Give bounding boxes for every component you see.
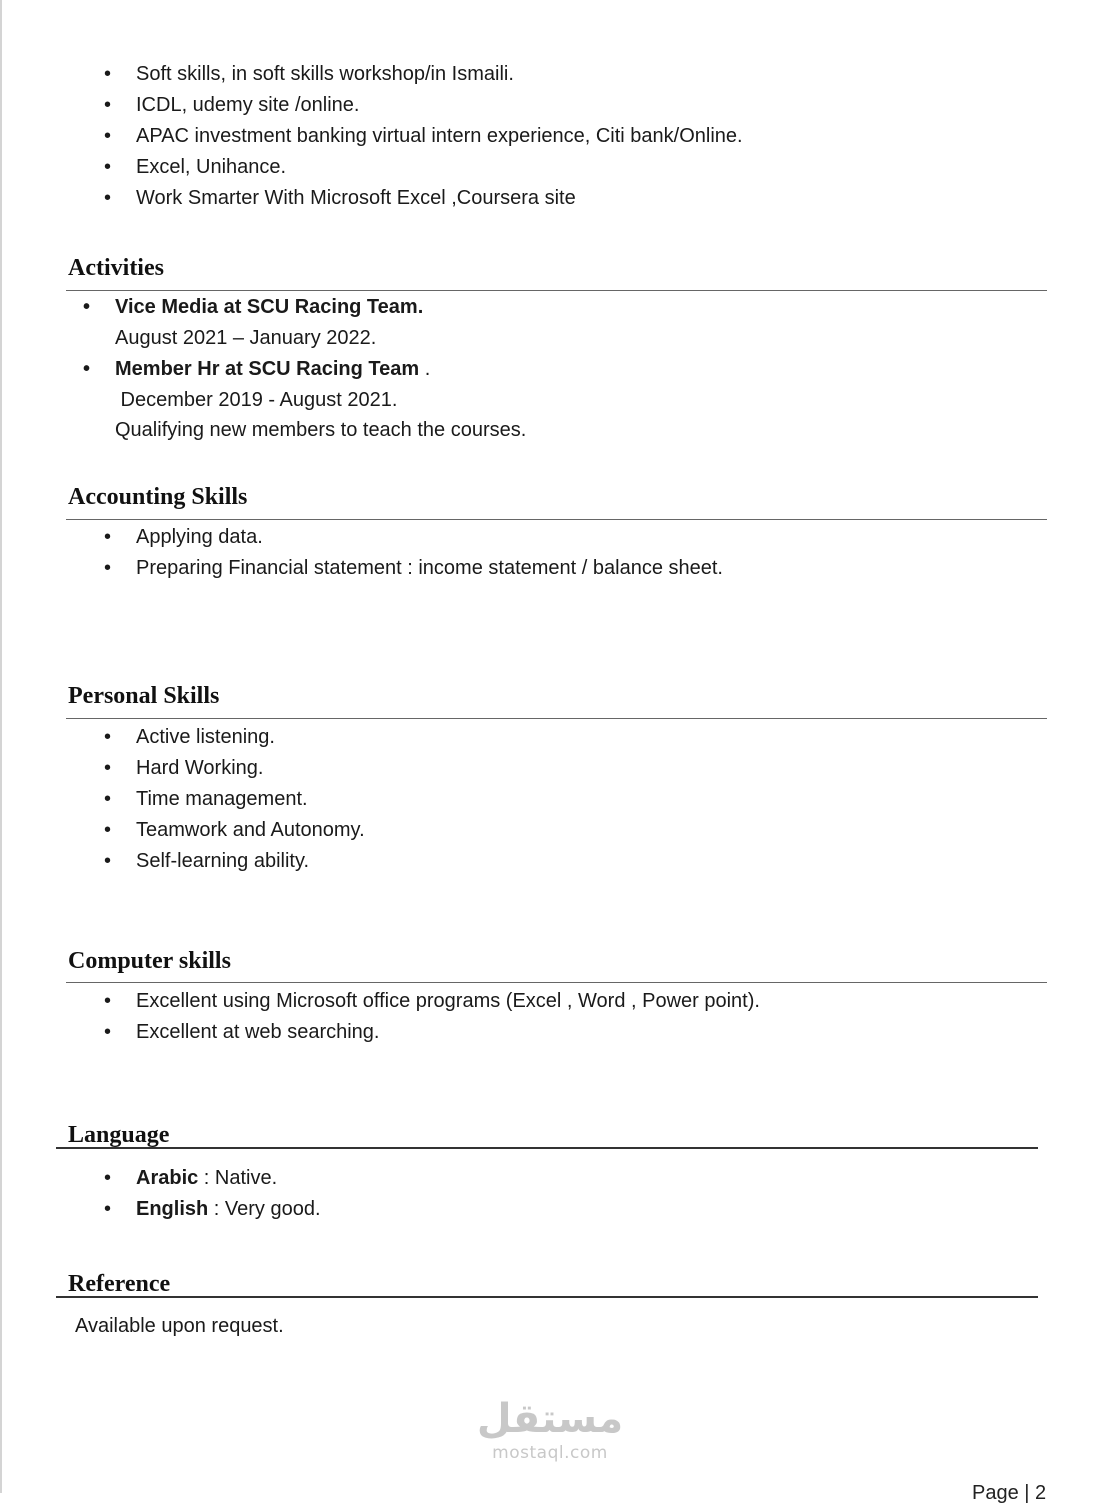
- certifications-list: [136, 59, 743, 214]
- section-heading-computer-skills: Computer skills: [68, 948, 231, 974]
- section-heading-activities: Activities: [68, 255, 164, 281]
- list-item: [136, 1163, 321, 1194]
- language-level: : Very good.: [208, 1198, 321, 1220]
- watermark-arabic: مستقل: [476, 1396, 624, 1442]
- section-divider: [56, 1147, 1038, 1149]
- activity-title-suffix: .: [419, 358, 431, 380]
- list-item: • Applying data.: [136, 522, 723, 553]
- language-list: [136, 1163, 321, 1225]
- list-item: • Teamwork and Autonomy.: [136, 815, 365, 846]
- section-divider: [66, 519, 1047, 520]
- activity-dates: August 2021 – January 2022.: [115, 327, 377, 349]
- list-item: [136, 1194, 321, 1225]
- computer-skills-list: [136, 986, 760, 1048]
- list-item: • Time management.: [136, 784, 365, 815]
- activity-title-text: Member Hr at SCU Racing Team: [115, 358, 420, 380]
- section-heading-language: Language: [68, 1122, 170, 1148]
- section-heading-personal-skills: Personal Skills: [68, 683, 220, 709]
- language-level: : Native.: [198, 1167, 278, 1189]
- personal-skills-list: [136, 722, 365, 877]
- section-divider: [66, 982, 1047, 983]
- activity-description: Qualifying new members to teach the courses.: [115, 419, 527, 441]
- list-item: • Hard Working.: [136, 753, 365, 784]
- list-item: • Preparing Financial statement : income statement / balance sheet.: [136, 553, 723, 584]
- page-left-edge: [0, 0, 2, 1493]
- activity-title: • Vice Media at SCU Racing Team.: [83, 296, 424, 318]
- mostaql-watermark: [470, 1395, 630, 1463]
- language-name: Arabic: [136, 1167, 199, 1189]
- list-item: • Work Smarter With Microsoft Excel ,Coursera site: [136, 183, 743, 214]
- language-name: English: [136, 1198, 209, 1220]
- activity-title: • Member Hr at SCU Racing Team .: [83, 358, 431, 380]
- section-divider: [56, 1296, 1038, 1298]
- page-number: Page | 2: [972, 1482, 1047, 1504]
- list-item: • APAC investment banking virtual intern experience, Citi bank/Online.: [136, 121, 743, 152]
- list-item: • ICDL, udemy site /online.: [136, 90, 743, 121]
- watermark-latin: mostaql.com: [492, 1443, 608, 1463]
- activity-title-text: Vice Media at SCU Racing Team.: [115, 296, 424, 318]
- section-heading-reference: Reference: [68, 1271, 171, 1297]
- list-item: • Soft skills, in soft skills workshop/in Ismaili.: [136, 59, 743, 90]
- activity-dates: December 2019 - August 2021.: [115, 389, 398, 411]
- section-divider: [66, 718, 1047, 719]
- list-item: • Excel, Unihance.: [136, 152, 743, 183]
- list-item: • Active listening.: [136, 722, 365, 753]
- reference-text: Available upon request.: [75, 1315, 284, 1337]
- list-item: • Self-learning ability.: [136, 846, 365, 877]
- accounting-skills-list: [136, 522, 723, 584]
- list-item: • Excellent using Microsoft office programs (Excel , Word , Power point).: [136, 986, 760, 1017]
- section-divider: [66, 290, 1047, 291]
- section-heading-accounting-skills: Accounting Skills: [68, 484, 248, 510]
- list-item: • Excellent at web searching.: [136, 1017, 760, 1048]
